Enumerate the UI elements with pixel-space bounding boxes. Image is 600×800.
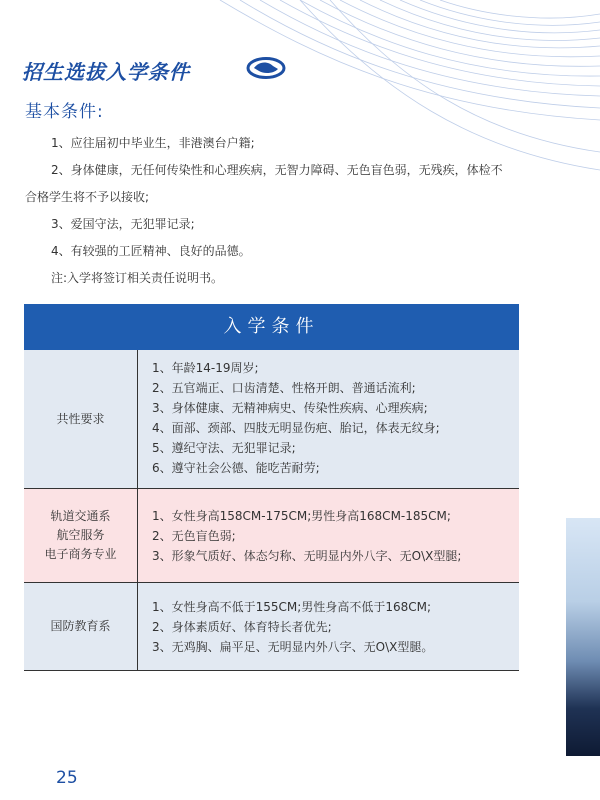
requirement-item: 3、形象气质好、体态匀称、无明显内外八字、无O\X型腿; bbox=[152, 548, 462, 563]
row-label-line: 共性要求 bbox=[56, 411, 105, 426]
row-content bbox=[138, 489, 519, 582]
table-row bbox=[24, 489, 519, 583]
requirement-item: 2、无色盲色弱; bbox=[152, 528, 236, 543]
requirement-item: 2、五官端正、口齿清楚、性格开朗、普通话流利; bbox=[152, 381, 416, 395]
basic-condition-item: 3、爱国守法，无犯罪记录; bbox=[51, 217, 195, 231]
table-row bbox=[24, 350, 519, 489]
requirement-item: 5、遵纪守法、无犯罪记录; bbox=[152, 441, 296, 455]
row-label bbox=[24, 489, 138, 582]
handshake-icon bbox=[246, 57, 286, 83]
requirement-item: 2、身体素质好、体育特长者优先; bbox=[152, 619, 332, 634]
basic-conditions-heading: 基本条件: bbox=[25, 102, 104, 122]
admission-table bbox=[24, 304, 519, 671]
basic-conditions-list bbox=[25, 130, 525, 292]
requirement-item: 1、女性身高158CM-175CM;男性身高168CM-185CM; bbox=[152, 508, 451, 523]
basic-condition-note: 注:入学将签订相关责任说明书。 bbox=[51, 271, 224, 285]
row-label-line: 航空服务 bbox=[56, 528, 105, 542]
row-content bbox=[138, 583, 519, 670]
requirement-item: 1、女性身高不低于155CM;男性身高不低于168CM; bbox=[152, 599, 431, 614]
page-number: 25 bbox=[56, 768, 78, 788]
requirement-item: 3、身体健康、无精神病史、传染性疾病、心理疾病; bbox=[152, 401, 428, 415]
requirement-item: 4、面部、颈部、四肢无明显伤疤、胎记，体表无纹身; bbox=[152, 421, 440, 435]
basic-condition-item: 合格学生将不予以接收; bbox=[25, 190, 150, 204]
basic-condition-item: 1、应往届初中毕业生，非港澳台户籍; bbox=[51, 136, 255, 150]
row-label-line: 国防教育系 bbox=[50, 619, 111, 633]
row-label-line: 轨道交通系 bbox=[50, 509, 111, 523]
table-title: 入学条件 bbox=[24, 304, 519, 350]
requirement-item: 6、遵守社会公德、能吃苦耐劳; bbox=[152, 461, 320, 475]
page-title: 招生选拔入学条件 bbox=[22, 60, 190, 84]
basic-condition-item: 2、身体健康，无任何传染性和心理疾病，无智力障碍、无色盲色弱，无残疾，体检不 bbox=[51, 163, 503, 177]
side-city-photo bbox=[566, 518, 600, 756]
requirement-item: 1、年龄14-19周岁; bbox=[152, 361, 259, 375]
requirement-item: 3、无鸡胸、扁平足、无明显内外八字、无O\X型腿。 bbox=[152, 639, 434, 654]
row-label bbox=[24, 583, 138, 670]
row-content bbox=[138, 350, 519, 488]
row-label bbox=[24, 350, 138, 488]
basic-condition-item: 4、有较强的工匠精神、良好的品德。 bbox=[51, 244, 251, 258]
table-row bbox=[24, 583, 519, 671]
row-label-line: 电子商务专业 bbox=[44, 547, 117, 561]
